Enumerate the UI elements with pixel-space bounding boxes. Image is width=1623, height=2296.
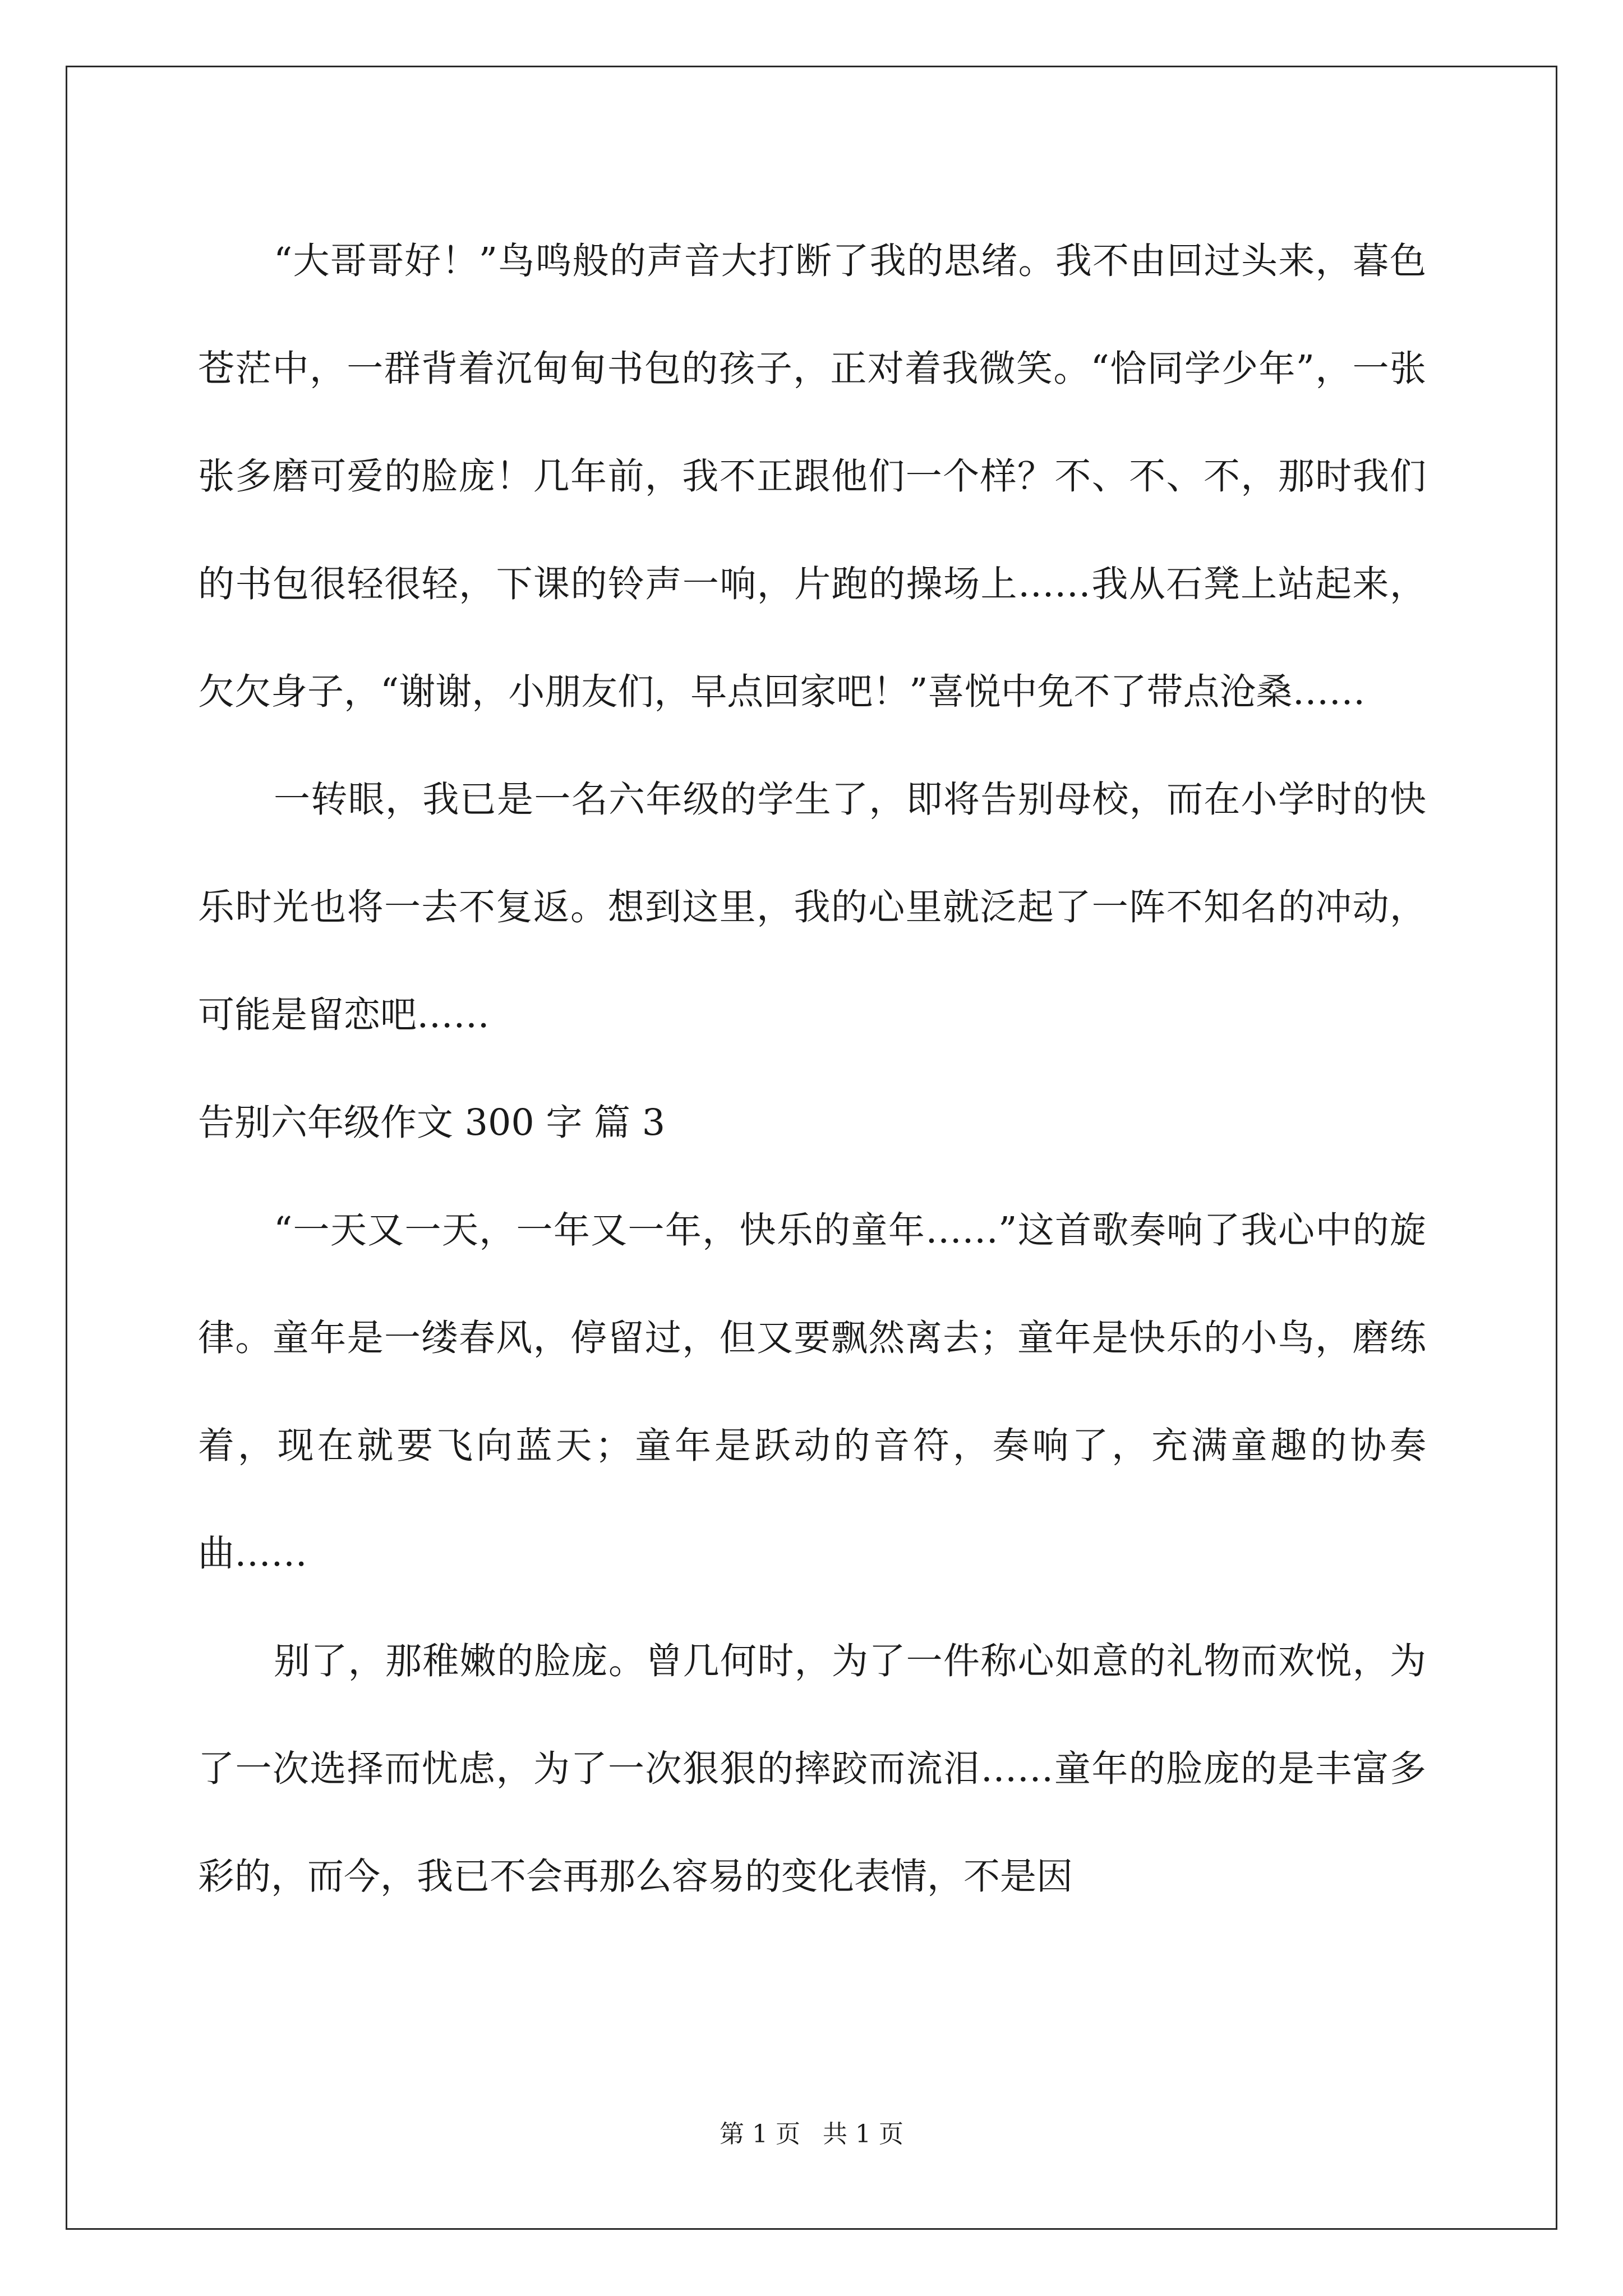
paragraph-4: 别了，那稚嫩的脸庞。曾几何时，为了一件称心如意的礼物而欢悦，为了一次选择而忧虑，为了一次狠狠的摔跤而流泪……童年的脸庞的是丰富多彩的，而今，我已不会再那么容易的变化表情，不是因 — [198, 1640, 1426, 1898]
section-heading: 告别六年级作文 300 字 篇 3 — [198, 1102, 666, 1144]
paragraph-2: 一转眼，我已是一名六年级的学生了，即将告别母校，而在小学时的快乐时光也将一去不复返。想到这里，我的心里就泛起了一阵不知名的冲动，可能是留恋吧…… — [198, 779, 1426, 1036]
page-footer — [0, 2118, 1623, 2151]
page-number-total: 共 1 页 — [823, 2120, 903, 2148]
paragraph-3: “一天又一天，一年又一年，快乐的童年……”这首歌奏响了我心中的旋律。童年是一缕春风，停留过，但又要飘然离去；童年是快乐的小鸟，磨练着，现在就要飞向蓝天；童年是跃动的音符，奏响了，充满童趣的协奏曲…… — [198, 1209, 1426, 1575]
page-number-current: 第 1 页 — [720, 2120, 800, 2148]
paragraph-1: “大哥哥好！”鸟鸣般的声音大打断了我的思绪。我不由回过头来，暮色苍茫中，一群背着沉甸甸书包的孩子，正对着我微笑。“恰同学少年”，一张张多磨可爱的脸庞！几年前，我不正跟他们一个样？不、不、不，那时我们的书包很轻很轻，下课的铃声一响，片跑的操场上……我从石凳上站起来，欠欠身子，“谢谢，小朋友们，早点回家吧！”喜悦中免不了带点沧桑…… — [198, 240, 1426, 713]
document-body — [198, 208, 1426, 1931]
